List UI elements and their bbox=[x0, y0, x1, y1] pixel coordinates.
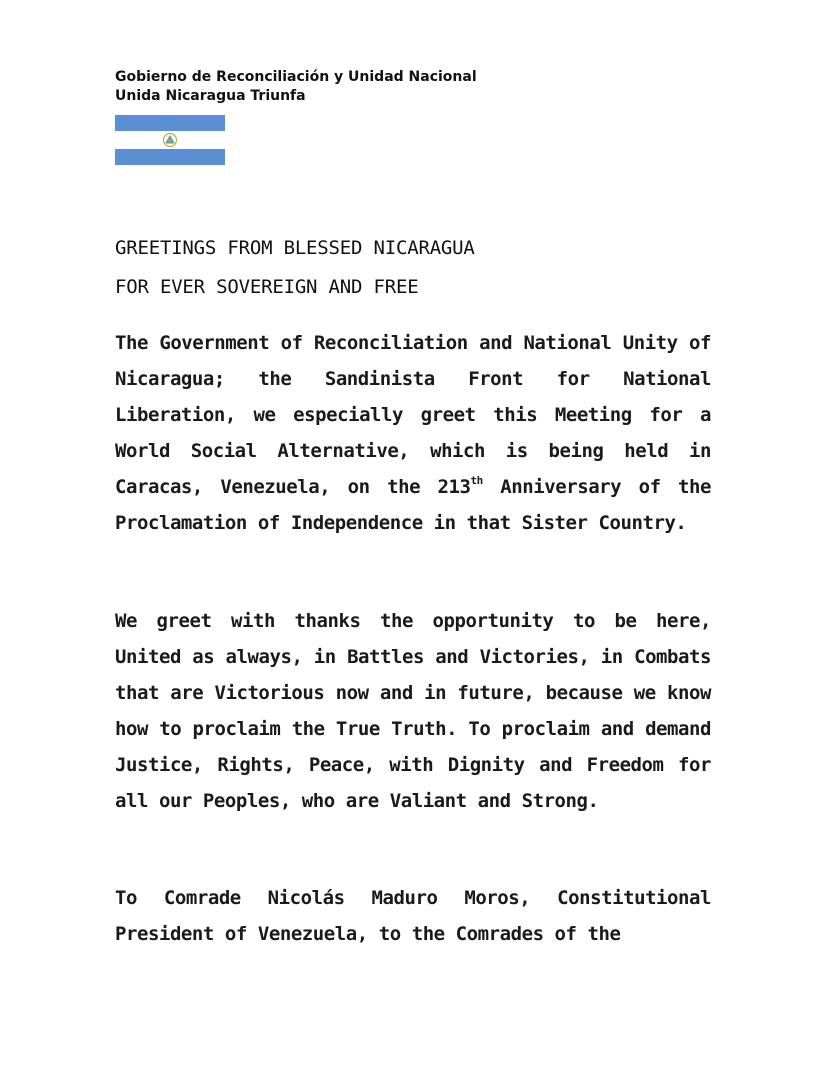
ordinal-suffix: th bbox=[470, 474, 483, 487]
paragraph-1 bbox=[115, 325, 711, 541]
flag-bottom-stripe bbox=[115, 149, 225, 165]
document-title bbox=[115, 229, 475, 307]
paragraph-3: To Comrade Nicolás Maduro Moros, Constitutional President of Venezuela, to the Comrades of the bbox=[115, 887, 711, 945]
paragraph-2: We greet with thanks the opportunity to be here, United as always, in Battles and Victories, in Combats that are Victorious now and in future, because we know how to proclaim the True Truth. To proclaim and demand Justice, Rights, Peace, with Dignity and Freedom for all our Peoples, who are Valiant and Strong. bbox=[115, 610, 711, 812]
title-line-1: GREETINGS FROM BLESSED NICARAGUA bbox=[115, 237, 475, 259]
letterhead bbox=[115, 68, 477, 106]
paragraph-1-text-cont: Anniversary of the Proclamation of Independence in that Sister Country. bbox=[115, 476, 711, 534]
letterhead-slogan: Unida Nicaragua Triunfa bbox=[115, 88, 306, 104]
letterhead-government-name: Gobierno de Reconciliación y Unidad Nacional bbox=[115, 69, 477, 85]
coat-of-arms-icon bbox=[162, 132, 178, 148]
title-line-2: FOR EVER SOVEREIGN AND FREE bbox=[115, 276, 419, 298]
flag-top-stripe bbox=[115, 115, 225, 131]
nicaragua-flag bbox=[115, 115, 225, 165]
paragraph-1-text: The Government of Reconciliation and National Unity of Nicaragua; the Sandinista Front for National Liberation, we especially greet this Meeting for a World Social Alternative, which is being held in Caracas, Venezuela, on the 213 bbox=[115, 332, 711, 498]
